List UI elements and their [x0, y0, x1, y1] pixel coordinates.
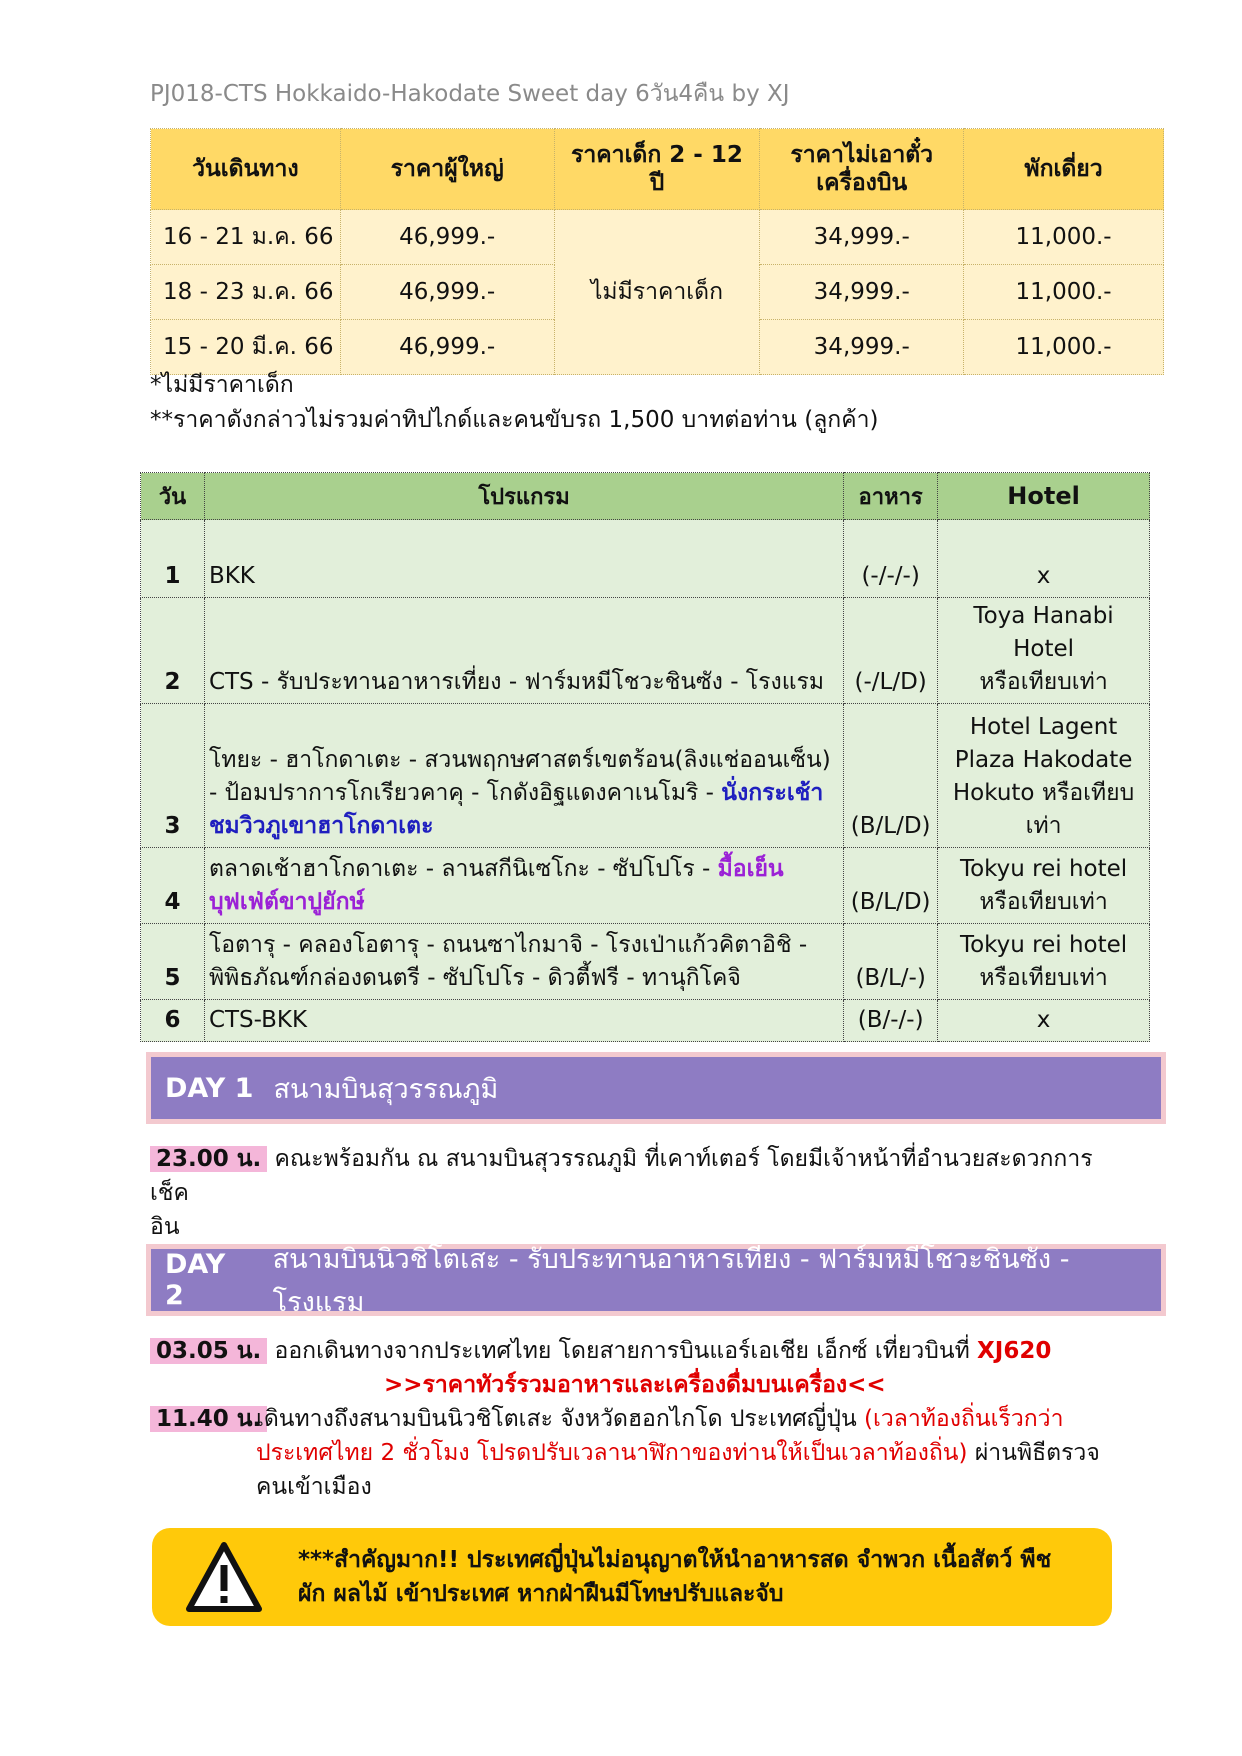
flight-number: XJ620 [977, 1338, 1052, 1364]
row-adult: 46,999.- [340, 265, 554, 320]
header-hotel: Hotel [938, 473, 1150, 520]
meal-code: (B/-/-) [844, 1000, 938, 1042]
header-noseat: ราคาไม่เอาตั๋ว เครื่องบิน [760, 129, 964, 210]
header-day: วัน [141, 473, 205, 520]
meal-code: (B/L/D) [844, 848, 938, 924]
day-number: 6 [141, 1000, 205, 1042]
table-row [141, 1000, 1150, 1042]
day2-label: DAY 2 [165, 1249, 226, 1311]
note-tip-excluded: **ราคาดังกล่าวไม่รวมค่าทิปไกด์และคนขับรถ 1,500 บาทต่อท่าน (ลูกค้า) [150, 407, 879, 433]
warning-box [152, 1528, 1112, 1626]
price-notes [150, 368, 879, 438]
row-adult: 46,999.- [340, 210, 554, 265]
program-text: BKK [204, 520, 843, 598]
row-single: 11,000.- [964, 210, 1164, 265]
hotel-name: Tokyu rei hotel หรือเทียบเท่า [938, 924, 1150, 1000]
program-text: CTS - รับประทานอาหารเที่ยง - ฟาร์มหมีโชวะชินซัง - โรงแรม [204, 598, 843, 704]
program-text: CTS-BKK [204, 1000, 843, 1042]
day-number: 5 [141, 924, 205, 1000]
day2-time-1: 03.05 น. [150, 1338, 267, 1364]
day1-label: DAY 1 [165, 1072, 254, 1104]
header-single: พักเดี่ยว [964, 129, 1164, 210]
day-number: 4 [141, 848, 205, 924]
row-single: 11,000.- [964, 320, 1164, 375]
day1-timeline [150, 1142, 1130, 1244]
day2-timeline-1 [150, 1334, 1150, 1368]
row-noseat: 34,999.- [760, 210, 964, 265]
day2-title: สนามบินนิวชิโตเสะ - รับประทานอาหารเที่ยง - ฟาร์มหมีโชวะชินซัง - โรงแรม [272, 1244, 1070, 1318]
meal-code: (B/L/D) [844, 704, 938, 848]
warning-text: ***สำคัญมาก!! ประเทศญี่ปุ่นไม่อนุญาตให้นำอาหารสด จำพวก เนื้อสัตว์ พืช ผัก ผลไม้ เข้าประเทศ หากฝ่าฝืนมีโทษปรับและจับ [298, 1547, 1052, 1607]
note-no-child-price: *ไม่มีราคาเด็ก [150, 372, 294, 398]
header-adult: ราคาผู้ใหญ่ [340, 129, 554, 210]
hotel-name: Hotel Lagent Plaza Hakodate Hokuto หรือเทียบ เท่า [938, 704, 1150, 848]
day1-text-cont: อิน [150, 1214, 180, 1240]
price-table [150, 128, 1164, 375]
program-table [140, 472, 1150, 1042]
day2-text-1: ออกเดินทางจากประเทศไทย โดยสายการบินแอร์เอเชีย เอ็กซ์ เที่ยวบินที่ [274, 1338, 978, 1364]
row-date: 15 - 20 มี.ค. 66 [151, 320, 341, 375]
header-date: วันเดินทาง [151, 129, 341, 210]
row-date: 18 - 23 ม.ค. 66 [151, 265, 341, 320]
day1-text: คณะพร้อมกัน ณ สนามบินสุวรรณภูมิ ที่เคาท์เตอร์ โดยมีเจ้าหน้าที่อำนวยสะดวกการเช็ค [150, 1146, 1093, 1206]
hotel-name: x [938, 520, 1150, 598]
row-noseat: 34,999.- [760, 320, 964, 375]
child-price-note: ไม่มีราคาเด็ก [554, 210, 760, 375]
table-row [141, 848, 1150, 924]
meal-code: (B/L/-) [844, 924, 938, 1000]
row-noseat: 34,999.- [760, 265, 964, 320]
warning-icon [184, 1539, 264, 1615]
row-date: 16 - 21 ม.ค. 66 [151, 210, 341, 265]
price-table-header [151, 129, 1164, 210]
meal-included-note: >>ราคาทัวร์รวมอาหารและเครื่องดื่มบนเครื่อง<< [384, 1372, 886, 1398]
day-number: 2 [141, 598, 205, 704]
day2-banner [146, 1244, 1166, 1316]
hotel-name: Tokyu rei hotel หรือเทียบเท่า [938, 848, 1150, 924]
table-row [141, 598, 1150, 704]
header-meal: อาหาร [844, 473, 938, 520]
table-row [141, 924, 1150, 1000]
header-child: ราคาเด็ก 2 - 12 ปี [554, 129, 760, 210]
day2-timeline-2 [150, 1402, 1150, 1500]
hotel-name: Toya Hanabi Hotel หรือเทียบเท่า [938, 598, 1150, 704]
row-single: 11,000.- [964, 265, 1164, 320]
document-title: PJ018-CTS Hokkaido-Hakodate Sweet day 6วัน4คืน by XJ [150, 81, 790, 107]
day1-time: 23.00 น. [150, 1146, 267, 1172]
program-text: โอตารุ - คลองโอตารุ - ถนนซาไกมาจิ - โรงเป่าแก้วคิตาอิชิ - พิพิธภัณฑ์กล่องดนตรี - ซัปโปโร - ดิวตี้ฟรี - ทานุกิโคจิ [204, 924, 843, 1000]
day-number: 3 [141, 704, 205, 848]
day2-text-2: เดินทางถึงสนามบินนิวชิโตเสะ จังหวัดฮอกไกโด ประเทศญี่ปุ่น (เวลาท้องถิ่นเร็วกว่า ประเทศไทย 2 ชั่วโมง โปรดปรับเวลานาฬิกาของท่านให้เป็นเวลาท้องถิ่น) ผ่านพิธีตรวจ คนเข้าเมือง [256, 1406, 1100, 1500]
program-table-header [141, 473, 1150, 520]
meal-code: (-/L/D) [844, 598, 938, 704]
day2-time-2: 11.40 น. [150, 1406, 267, 1432]
table-row [141, 520, 1150, 598]
program-text: ตลาดเช้าฮาโกดาเตะ - ลานสกีนิเซโกะ - ซัปโปโร - มื้อเย็น บุฟเฟ่ต์ขาปูยักษ์ [204, 848, 843, 924]
meal-code: (-/-/-) [844, 520, 938, 598]
header-program: โปรแกรม [204, 473, 843, 520]
table-row [151, 210, 1164, 265]
day1-title: สนามบินสุวรรณภูมิ [273, 1073, 499, 1105]
table-row [141, 704, 1150, 848]
day1-banner [146, 1052, 1166, 1124]
row-adult: 46,999.- [340, 320, 554, 375]
hotel-name: x [938, 1000, 1150, 1042]
program-text: โทยะ - ฮาโกดาเตะ - สวนพฤกษศาสตร์เขตร้อน(ลิงแช่ออนเซ็น) - ป้อมปราการโกเรียวคาคุ - โกดังอิฐแดงคาเนโมริ - นั่งกระเช้า ชมวิวภูเขาฮาโกดาเตะ [204, 704, 843, 848]
day-number: 1 [141, 520, 205, 598]
